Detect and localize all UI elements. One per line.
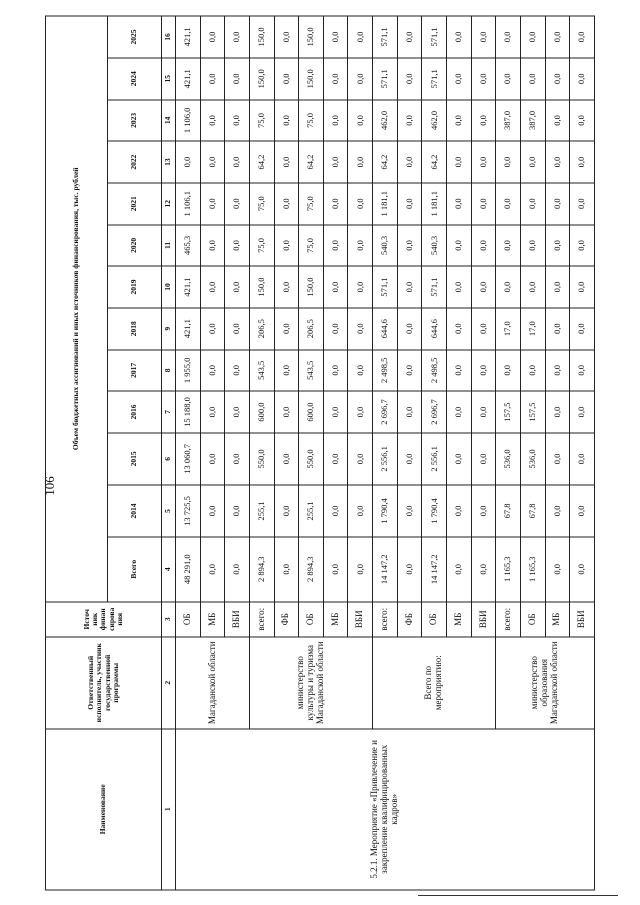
measure-name-cell: 5.2.1. Мероприятие «Привлечение и закрепление квалифицированных кадров»	[176, 728, 595, 889]
value-cell: 0,0	[397, 141, 422, 183]
value-cell: 0,0	[570, 349, 595, 391]
value-cell: 0,0	[496, 349, 521, 391]
source-cell: всего:	[373, 601, 398, 636]
value-cell: 0,0	[397, 349, 422, 391]
value-cell: 0,0	[200, 391, 225, 433]
value-cell: 0,0	[348, 432, 373, 484]
value-cell: 0,0	[348, 182, 373, 224]
header-col-number: 1	[162, 728, 176, 889]
value-cell: 0,0	[545, 349, 570, 391]
value-cell: 0,0	[447, 484, 472, 536]
value-cell: 2 696,7	[422, 391, 447, 433]
header-name: Наименование	[46, 728, 162, 889]
value-cell: 0,0	[471, 349, 496, 391]
value-cell: 571,1	[373, 16, 398, 58]
value-cell: 0,0	[397, 391, 422, 433]
value-cell: 0,0	[274, 391, 299, 433]
value-cell: 0,0	[323, 432, 348, 484]
value-cell: 0,0	[397, 484, 422, 536]
executor-cell: Всего по мероприятию:	[373, 636, 496, 728]
value-cell: 0,0	[323, 16, 348, 58]
value-cell: 13 725,5	[176, 484, 201, 536]
value-cell: 0,0	[570, 182, 595, 224]
value-cell: 64,2	[299, 141, 324, 183]
value-cell: 0,0	[225, 432, 250, 484]
value-cell: 0,0	[348, 141, 373, 183]
value-cell: 0,0	[397, 432, 422, 484]
value-cell: 600,0	[249, 391, 274, 433]
value-cell: 0,0	[200, 536, 225, 601]
value-cell: 0,0	[274, 182, 299, 224]
value-cell: 0,0	[545, 16, 570, 58]
column-number-row	[162, 16, 176, 890]
value-cell: 0,0	[348, 57, 373, 99]
value-cell: 0,0	[348, 349, 373, 391]
value-cell: 75,0	[299, 224, 324, 266]
value-cell: 0,0	[447, 224, 472, 266]
value-cell: 0,0	[225, 99, 250, 141]
value-cell: 0,0	[545, 57, 570, 99]
source-cell: ОБ	[520, 601, 545, 636]
value-cell: 2 556,1	[373, 432, 398, 484]
value-cell: 571,1	[422, 266, 447, 308]
value-cell: 0,0	[225, 307, 250, 349]
value-cell: 67,8	[496, 484, 521, 536]
value-cell: 0,0	[545, 432, 570, 484]
value-cell: 0,0	[225, 141, 250, 183]
executor-cell: министерство образования Магаданской области	[496, 636, 595, 728]
source-cell: всего:	[496, 601, 521, 636]
value-cell: 255,1	[299, 484, 324, 536]
value-cell: 157,5	[520, 391, 545, 433]
value-cell: 206,5	[249, 307, 274, 349]
header-col-number: 4	[162, 536, 176, 601]
rotated-table-wrapper	[45, 15, 595, 890]
value-cell: 0,0	[520, 182, 545, 224]
value-cell: 0,0	[471, 484, 496, 536]
source-cell: ВБИ	[225, 601, 250, 636]
value-cell: 2 696,7	[373, 391, 398, 433]
value-cell: 0,0	[397, 224, 422, 266]
header-col-number: 7	[162, 391, 176, 433]
source-cell: ФБ	[397, 601, 422, 636]
header-year: 2021	[108, 182, 162, 224]
value-cell: 387,0	[520, 99, 545, 141]
value-cell: 0,0	[520, 266, 545, 308]
value-cell: 0,0	[545, 224, 570, 266]
source-cell: МБ	[323, 601, 348, 636]
value-cell: 0,0	[176, 141, 201, 183]
source-cell: ОБ	[422, 601, 447, 636]
value-cell: 0,0	[323, 349, 348, 391]
value-cell: 17,0	[520, 307, 545, 349]
value-cell: 421,1	[176, 307, 201, 349]
value-cell: 75,0	[249, 99, 274, 141]
value-cell: 0,0	[471, 307, 496, 349]
value-cell: 0,0	[397, 16, 422, 58]
value-cell: 0,0	[274, 349, 299, 391]
value-cell: 1 165,3	[520, 536, 545, 601]
value-cell: 17,0	[496, 307, 521, 349]
value-cell: 0,0	[496, 141, 521, 183]
value-cell: 0,0	[200, 349, 225, 391]
value-cell: 462,0	[373, 99, 398, 141]
value-cell: 0,0	[545, 99, 570, 141]
value-cell: 0,0	[225, 266, 250, 308]
value-cell: 150,0	[249, 57, 274, 99]
value-cell: 571,1	[373, 266, 398, 308]
value-cell: 421,1	[176, 16, 201, 58]
value-cell: 0,0	[323, 224, 348, 266]
value-cell: 0,0	[274, 99, 299, 141]
header-volume: Объем бюджетных ассигнований и иных источников финансирования, тыс. рублей	[46, 16, 108, 602]
value-cell: 0,0	[323, 266, 348, 308]
value-cell: 0,0	[200, 432, 225, 484]
value-cell: 0,0	[545, 391, 570, 433]
source-cell: ВБИ	[471, 601, 496, 636]
value-cell: 2 556,1	[422, 432, 447, 484]
value-cell: 0,0	[225, 391, 250, 433]
value-cell: 0,0	[447, 141, 472, 183]
value-cell: 571,1	[422, 57, 447, 99]
value-cell: 0,0	[570, 484, 595, 536]
value-cell: 75,0	[249, 182, 274, 224]
value-cell: 0,0	[471, 182, 496, 224]
value-cell: 0,0	[447, 307, 472, 349]
value-cell: 150,0	[299, 16, 324, 58]
value-cell: 0,0	[496, 266, 521, 308]
value-cell: 0,0	[348, 484, 373, 536]
header-year: 2022	[108, 141, 162, 183]
value-cell: 543,5	[299, 349, 324, 391]
value-cell: 64,2	[373, 141, 398, 183]
value-cell: 48 291,0	[176, 536, 201, 601]
value-cell: 1 106,0	[176, 99, 201, 141]
value-cell: 0,0	[225, 484, 250, 536]
header-year: 2017	[108, 349, 162, 391]
value-cell: 2 894,3	[249, 536, 274, 601]
source-cell: ВБИ	[348, 601, 373, 636]
value-cell: 0,0	[200, 307, 225, 349]
value-cell: 0,0	[274, 16, 299, 58]
value-cell: 0,0	[200, 182, 225, 224]
value-cell: 0,0	[200, 57, 225, 99]
header-year: 2023	[108, 99, 162, 141]
value-cell: 0,0	[274, 266, 299, 308]
header-year: 2024	[108, 57, 162, 99]
value-cell: 0,0	[225, 57, 250, 99]
value-cell: 0,0	[471, 57, 496, 99]
value-cell: 0,0	[520, 57, 545, 99]
value-cell: 1 790,4	[373, 484, 398, 536]
value-cell: 0,0	[471, 99, 496, 141]
value-cell: 75,0	[299, 182, 324, 224]
header-col-number: 8	[162, 349, 176, 391]
value-cell: 14 147,2	[422, 536, 447, 601]
value-cell: 0,0	[225, 224, 250, 266]
value-cell: 0,0	[274, 307, 299, 349]
value-cell: 0,0	[348, 16, 373, 58]
value-cell: 1 181,1	[422, 182, 447, 224]
value-cell: 0,0	[471, 141, 496, 183]
value-cell: 0,0	[570, 57, 595, 99]
value-cell: 2 498,5	[373, 349, 398, 391]
value-cell: 465,3	[176, 224, 201, 266]
header-col-number: 15	[162, 57, 176, 99]
header-year: 2020	[108, 224, 162, 266]
value-cell: 2 894,3	[299, 536, 324, 601]
value-cell: 14 147,2	[373, 536, 398, 601]
value-cell: 64,2	[422, 141, 447, 183]
value-cell: 540,3	[422, 224, 447, 266]
value-cell: 0,0	[274, 432, 299, 484]
value-cell: 0,0	[471, 16, 496, 58]
executor-cell: Магаданской области	[176, 636, 250, 728]
header-year: 2019	[108, 266, 162, 308]
value-cell: 421,1	[176, 266, 201, 308]
value-cell: 0,0	[570, 141, 595, 183]
header-col-number: 13	[162, 141, 176, 183]
source-cell: ОБ	[176, 601, 201, 636]
value-cell: 157,5	[496, 391, 521, 433]
value-cell: 0,0	[545, 484, 570, 536]
footer-line	[418, 895, 618, 896]
value-cell: 0,0	[570, 536, 595, 601]
value-cell: 0,0	[545, 182, 570, 224]
value-cell: 0,0	[397, 182, 422, 224]
value-cell: 0,0	[200, 484, 225, 536]
header-col-number: 2	[162, 636, 176, 728]
value-cell: 0,0	[225, 349, 250, 391]
value-cell: 0,0	[447, 536, 472, 601]
value-cell: 0,0	[200, 224, 225, 266]
source-cell: МБ	[447, 601, 472, 636]
value-cell: 2 498,5	[422, 349, 447, 391]
value-cell: 550,0	[249, 432, 274, 484]
value-cell: 0,0	[447, 182, 472, 224]
value-cell: 0,0	[225, 536, 250, 601]
source-cell: МБ	[200, 601, 225, 636]
header-year: 2018	[108, 307, 162, 349]
value-cell: 206,5	[299, 307, 324, 349]
page-number: 106	[42, 476, 57, 496]
funding-table	[45, 15, 595, 890]
value-cell: 255,1	[249, 484, 274, 536]
value-cell: 0,0	[496, 182, 521, 224]
value-cell: 644,6	[373, 307, 398, 349]
value-cell: 64,2	[249, 141, 274, 183]
executor-cell: министерство культуры и туризма Магаданской области	[249, 636, 372, 728]
value-cell: 0,0	[520, 141, 545, 183]
value-cell: 67,8	[520, 484, 545, 536]
source-cell: ФБ	[274, 601, 299, 636]
value-cell: 0,0	[323, 141, 348, 183]
value-cell: 0,0	[323, 307, 348, 349]
value-cell: 0,0	[447, 391, 472, 433]
value-cell: 0,0	[274, 536, 299, 601]
value-cell: 75,0	[299, 99, 324, 141]
value-cell: 0,0	[274, 224, 299, 266]
value-cell: 0,0	[397, 266, 422, 308]
value-cell: 1 165,3	[496, 536, 521, 601]
value-cell: 0,0	[545, 266, 570, 308]
value-cell: 536,0	[496, 432, 521, 484]
value-cell: 543,5	[249, 349, 274, 391]
value-cell: 0,0	[545, 307, 570, 349]
value-cell: 0,0	[200, 266, 225, 308]
value-cell: 0,0	[323, 57, 348, 99]
value-cell: 0,0	[348, 391, 373, 433]
value-cell: 0,0	[348, 307, 373, 349]
value-cell: 0,0	[348, 99, 373, 141]
value-cell: 0,0	[348, 224, 373, 266]
value-cell: 1 790,4	[422, 484, 447, 536]
value-cell: 0,0	[225, 16, 250, 58]
value-cell: 0,0	[496, 57, 521, 99]
value-cell: 0,0	[471, 224, 496, 266]
value-cell: 0,0	[471, 266, 496, 308]
value-cell: 0,0	[570, 307, 595, 349]
value-cell: 0,0	[323, 391, 348, 433]
source-cell: ОБ	[299, 601, 324, 636]
value-cell: 0,0	[225, 182, 250, 224]
value-cell: 0,0	[323, 484, 348, 536]
header-year: 2014	[108, 484, 162, 536]
value-cell: 150,0	[249, 16, 274, 58]
value-cell: 600,0	[299, 391, 324, 433]
value-cell: 0,0	[570, 99, 595, 141]
value-cell: 0,0	[397, 536, 422, 601]
source-cell: МБ	[545, 601, 570, 636]
value-cell: 1 106,1	[176, 182, 201, 224]
value-cell: 421,1	[176, 57, 201, 99]
value-cell: 150,0	[299, 57, 324, 99]
value-cell: 1 181,1	[373, 182, 398, 224]
value-cell: 0,0	[447, 16, 472, 58]
value-cell: 571,1	[422, 16, 447, 58]
header-col-number: 9	[162, 307, 176, 349]
value-cell: 0,0	[471, 391, 496, 433]
source-cell: ВБИ	[570, 601, 595, 636]
header-col-number: 5	[162, 484, 176, 536]
value-cell: 0,0	[471, 536, 496, 601]
value-cell: 0,0	[348, 536, 373, 601]
value-cell: 0,0	[496, 224, 521, 266]
value-cell: 0,0	[200, 99, 225, 141]
table-head	[46, 16, 176, 890]
value-cell: 0,0	[447, 432, 472, 484]
value-cell: 0,0	[274, 57, 299, 99]
value-cell: 536,0	[520, 432, 545, 484]
header-year: 2016	[108, 391, 162, 433]
header-year: 2015	[108, 432, 162, 484]
header-executor: Ответственный исполнитель, участник государственной программы	[46, 636, 162, 728]
value-cell: 571,1	[373, 57, 398, 99]
value-cell: 0,0	[570, 391, 595, 433]
value-cell: 0,0	[397, 307, 422, 349]
header-col-number: 14	[162, 99, 176, 141]
value-cell: 0,0	[520, 224, 545, 266]
value-cell: 0,0	[274, 141, 299, 183]
value-cell: 0,0	[323, 536, 348, 601]
value-cell: 0,0	[274, 484, 299, 536]
value-cell: 0,0	[496, 16, 521, 58]
header-source: Источ ник финан сирова ния	[46, 601, 162, 636]
value-cell: 550,0	[299, 432, 324, 484]
header-col-number: 12	[162, 182, 176, 224]
value-cell: 644,6	[422, 307, 447, 349]
value-cell: 13 060,7	[176, 432, 201, 484]
header-col-number: 11	[162, 224, 176, 266]
value-cell: 0,0	[348, 266, 373, 308]
value-cell: 1 955,0	[176, 349, 201, 391]
source-cell: всего:	[249, 601, 274, 636]
value-cell: 15 188,0	[176, 391, 201, 433]
value-cell: 0,0	[545, 141, 570, 183]
value-cell: 75,0	[249, 224, 274, 266]
value-cell: 150,0	[249, 266, 274, 308]
value-cell: 0,0	[570, 432, 595, 484]
value-cell: 540,3	[373, 224, 398, 266]
value-cell: 0,0	[545, 536, 570, 601]
value-cell: 0,0	[447, 99, 472, 141]
header-year: Всего	[108, 536, 162, 601]
value-cell: 0,0	[471, 432, 496, 484]
value-cell: 0,0	[570, 16, 595, 58]
header-col-number: 16	[162, 16, 176, 58]
value-cell: 0,0	[520, 349, 545, 391]
header-col-number: 3	[162, 601, 176, 636]
value-cell: 0,0	[397, 57, 422, 99]
value-cell: 0,0	[323, 99, 348, 141]
value-cell: 0,0	[447, 57, 472, 99]
value-cell: 0,0	[570, 224, 595, 266]
value-cell: 0,0	[323, 182, 348, 224]
header-col-number: 6	[162, 432, 176, 484]
header-year: 2025	[108, 16, 162, 58]
value-cell: 0,0	[570, 266, 595, 308]
header-col-number: 10	[162, 266, 176, 308]
table-body	[176, 16, 595, 890]
value-cell: 0,0	[200, 141, 225, 183]
value-cell: 0,0	[397, 99, 422, 141]
value-cell: 150,0	[299, 266, 324, 308]
value-cell: 0,0	[447, 349, 472, 391]
value-cell: 462,0	[422, 99, 447, 141]
table-row	[176, 16, 201, 890]
value-cell: 387,0	[496, 99, 521, 141]
value-cell: 0,0	[520, 16, 545, 58]
value-cell: 0,0	[200, 16, 225, 58]
value-cell: 0,0	[447, 266, 472, 308]
